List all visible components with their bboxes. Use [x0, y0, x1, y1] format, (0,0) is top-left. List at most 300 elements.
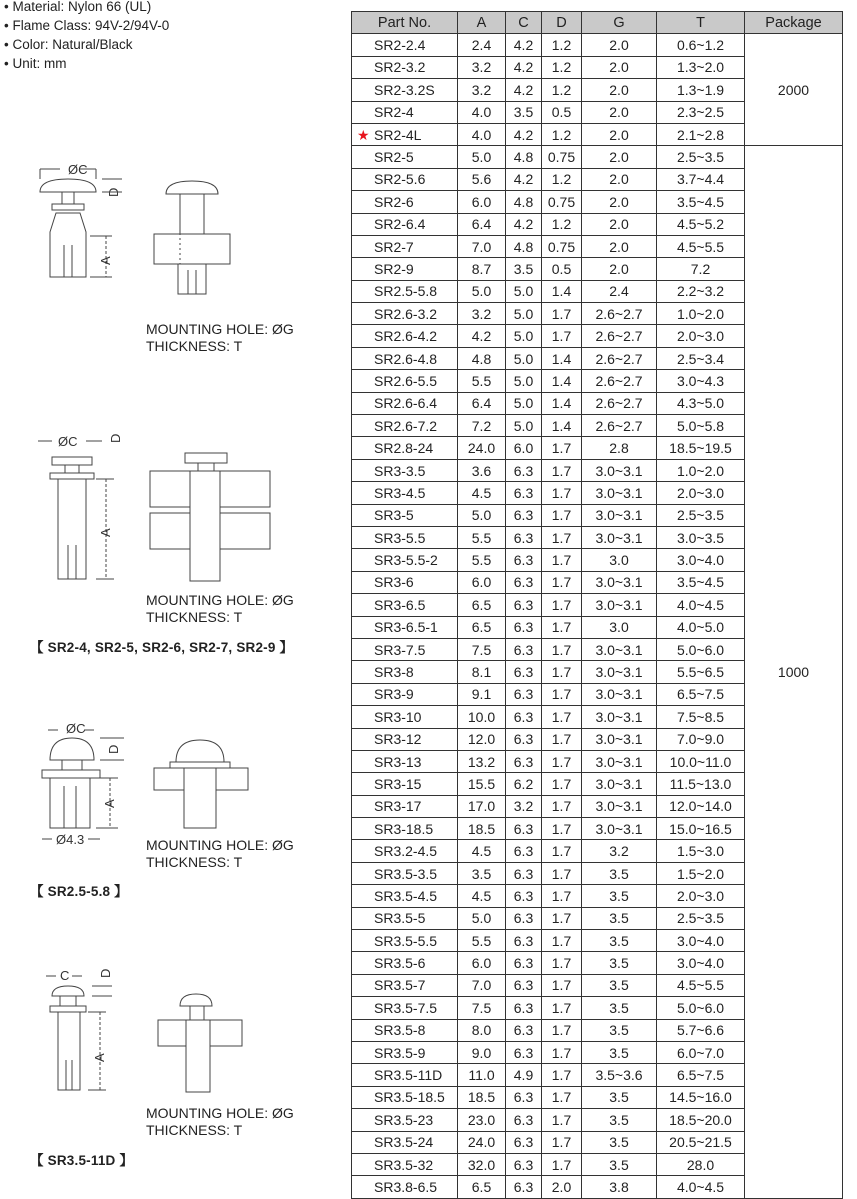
cell-d: 1.4 [542, 347, 582, 369]
cell-t: 3.7~4.4 [657, 168, 745, 190]
cell-a: 4.2 [458, 325, 506, 347]
cell-d: 1.7 [542, 661, 582, 683]
cell-d: 1.7 [542, 862, 582, 884]
cell-part-no [352, 123, 458, 145]
part-no-text: SR2-7 [374, 238, 414, 255]
cell-part-no [352, 1131, 458, 1153]
cell-c: 6.3 [506, 1086, 542, 1108]
cell-g: 3.0~3.1 [582, 594, 657, 616]
cell-part-no [352, 974, 458, 996]
table-row [352, 146, 843, 168]
spec-list [4, 0, 169, 73]
cell-d: 1.7 [542, 1131, 582, 1153]
cell-part-no [352, 235, 458, 257]
cell-d: 1.7 [542, 750, 582, 772]
cell-c: 6.3 [506, 549, 542, 571]
cell-d: 1.4 [542, 392, 582, 414]
part-no-text: SR3.5-4.5 [374, 887, 438, 904]
cell-c: 6.3 [506, 683, 542, 705]
part-no-text: SR2.6-5.5 [374, 372, 438, 389]
cell-c: 6.3 [506, 728, 542, 750]
cell-a: 9.1 [458, 683, 506, 705]
cell-a: 18.5 [458, 1086, 506, 1108]
cell-c: 3.5 [506, 258, 542, 280]
cell-g: 3.5 [582, 1019, 657, 1041]
part-no-text: SR3.5-8 [374, 1022, 426, 1039]
cell-d: 1.2 [542, 168, 582, 190]
cell-part-no [352, 862, 458, 884]
cell-t: 20.5~21.5 [657, 1131, 745, 1153]
cell-t: 1.5~2.0 [657, 862, 745, 884]
cell-d: 1.7 [542, 1041, 582, 1063]
cell-d: 1.7 [542, 526, 582, 548]
cell-part-no [352, 258, 458, 280]
cell-t: 2.0~3.0 [657, 325, 745, 347]
cell-g: 2.6~2.7 [582, 415, 657, 437]
part-no-text: SR3.5-7.5 [374, 999, 438, 1016]
cell-d: 1.7 [542, 504, 582, 526]
cell-c: 6.3 [506, 1153, 542, 1175]
part-no-text: SR3-5.5-2 [374, 552, 438, 569]
thickness-text: THICKNESS: T [146, 854, 243, 870]
cell-d: 1.7 [542, 728, 582, 750]
part-no-text: SR3.5-32 [374, 1156, 434, 1173]
part-no-text: SR3-10 [374, 708, 422, 725]
cell-part-no [352, 594, 458, 616]
label-d: D [98, 968, 113, 978]
cell-c: 6.3 [506, 997, 542, 1019]
cell-a: 5.5 [458, 526, 506, 548]
part-no-text: SR3.5-5.5 [374, 932, 438, 949]
cell-d: 0.5 [542, 258, 582, 280]
part-no-text: SR2-2.4 [374, 37, 426, 54]
part-no-text: SR3-15 [374, 775, 422, 792]
cell-d: 1.7 [542, 1153, 582, 1175]
thickness-text: THICKNESS: T [146, 338, 243, 354]
cell-t: 1.5~3.0 [657, 840, 745, 862]
cell-g: 3.5 [582, 862, 657, 884]
cell-d: 1.7 [542, 1086, 582, 1108]
cell-c: 6.3 [506, 594, 542, 616]
part-no-text: SR3-6.5 [374, 596, 426, 613]
cell-d: 1.7 [542, 997, 582, 1019]
cell-a: 15.5 [458, 773, 506, 795]
cell-g: 3.0~3.1 [582, 750, 657, 772]
cell-d: 1.7 [542, 818, 582, 840]
cell-d: 1.4 [542, 280, 582, 302]
diagram-rivet-2 [30, 425, 330, 585]
cell-a: 6.5 [458, 616, 506, 638]
part-no-text: SR3-13 [374, 753, 422, 770]
thickness-text: THICKNESS: T [146, 609, 243, 625]
cell-t: 4.3~5.0 [657, 392, 745, 414]
cell-a: 6.4 [458, 392, 506, 414]
header-package: Package [745, 12, 843, 34]
cell-d: 1.7 [542, 571, 582, 593]
cell-part-no [352, 303, 458, 325]
cell-a: 4.5 [458, 840, 506, 862]
part-no-text: SR3.5-6 [374, 955, 426, 972]
cell-g: 3.5 [582, 1041, 657, 1063]
cell-d: 1.7 [542, 549, 582, 571]
part-no-text: SR3.5-11D [374, 1067, 443, 1084]
cell-c: 6.3 [506, 750, 542, 772]
cell-t: 1.0~2.0 [657, 303, 745, 325]
part-no-text: SR3.5-3.5 [374, 865, 438, 882]
cell-c: 5.0 [506, 303, 542, 325]
cell-t: 3.5~4.5 [657, 571, 745, 593]
cell-t: 10.0~11.0 [657, 750, 745, 772]
cell-t: 3.0~4.0 [657, 549, 745, 571]
spec-color: • Color: Natural/Black [4, 37, 133, 52]
cell-d: 0.75 [542, 146, 582, 168]
header-c: C [506, 12, 542, 34]
cell-g: 2.0 [582, 34, 657, 56]
cell-c: 6.3 [506, 1109, 542, 1131]
cell-c: 4.9 [506, 1064, 542, 1086]
label-dia-c: ØC [58, 434, 78, 449]
table-header-row [352, 12, 843, 34]
star-icon: ★ [357, 126, 370, 143]
cell-a: 6.0 [458, 952, 506, 974]
cell-part-no [352, 706, 458, 728]
cell-t: 15.0~16.5 [657, 818, 745, 840]
cell-a: 8.1 [458, 661, 506, 683]
cell-c: 4.2 [506, 34, 542, 56]
part-no-text: SR2-4L [374, 126, 422, 143]
part-no-text: SR3-17 [374, 798, 422, 815]
cell-t: 5.0~5.8 [657, 415, 745, 437]
part-no-text: SR2.8-24 [374, 440, 434, 457]
part-no-text: SR3-12 [374, 731, 422, 748]
cell-a: 5.0 [458, 504, 506, 526]
part-no-text: SR2-3.2 [374, 59, 426, 76]
part-no-text: SR3-6.5-1 [374, 619, 438, 636]
cell-g: 3.0~3.1 [582, 683, 657, 705]
cell-t: 18.5~19.5 [657, 437, 745, 459]
cell-t: 6.0~7.0 [657, 1041, 745, 1063]
cell-d: 0.75 [542, 235, 582, 257]
label-a: A [92, 1053, 107, 1062]
cell-part-no [352, 459, 458, 481]
cell-g: 2.6~2.7 [582, 325, 657, 347]
part-no-text: SR3.5-18.5 [374, 1089, 445, 1106]
cell-t: 2.5~3.5 [657, 907, 745, 929]
cell-c: 4.8 [506, 146, 542, 168]
caption-group-sr25: 【 SR2.5-5.8 】 [30, 884, 128, 899]
cell-t: 2.3~2.5 [657, 101, 745, 123]
cell-t: 7.2 [657, 258, 745, 280]
part-no-text: SR3.5-7 [374, 977, 426, 994]
cell-t: 28.0 [657, 1153, 745, 1175]
cell-d: 1.7 [542, 952, 582, 974]
cell-part-no [352, 392, 458, 414]
cell-g: 3.5 [582, 885, 657, 907]
cell-g: 2.0 [582, 258, 657, 280]
cell-d: 1.2 [542, 79, 582, 101]
cell-a: 4.5 [458, 482, 506, 504]
cell-a: 3.6 [458, 459, 506, 481]
cell-g: 3.0~3.1 [582, 526, 657, 548]
cell-c: 5.0 [506, 325, 542, 347]
cell-c: 6.3 [506, 1041, 542, 1063]
part-no-text: SR2-6.4 [374, 216, 426, 233]
cell-d: 1.7 [542, 437, 582, 459]
label-a: A [102, 799, 117, 808]
cell-t: 1.3~1.9 [657, 79, 745, 101]
cell-c: 6.3 [506, 1176, 542, 1198]
cell-c: 6.2 [506, 773, 542, 795]
cell-d: 2.0 [542, 1176, 582, 1198]
cell-g: 3.5 [582, 907, 657, 929]
cell-c: 4.2 [506, 213, 542, 235]
cell-d: 1.7 [542, 1064, 582, 1086]
cell-a: 5.5 [458, 930, 506, 952]
cell-t: 2.5~3.5 [657, 504, 745, 526]
cell-t: 2.0~3.0 [657, 482, 745, 504]
cell-t: 3.5~4.5 [657, 191, 745, 213]
header-g: G [582, 12, 657, 34]
cell-g: 3.0~3.1 [582, 661, 657, 683]
cell-part-no [352, 638, 458, 660]
cell-d: 1.7 [542, 1109, 582, 1131]
label-d: D [106, 187, 121, 197]
cell-g: 3.0 [582, 616, 657, 638]
part-no-text: SR2.6-6.4 [374, 395, 438, 412]
cell-t: 2.5~3.5 [657, 146, 745, 168]
cell-part-no [352, 549, 458, 571]
cell-a: 32.0 [458, 1153, 506, 1175]
cell-t: 3.0~3.5 [657, 526, 745, 548]
header-part-no: Part No. [352, 12, 458, 34]
cell-c: 6.3 [506, 840, 542, 862]
cell-a: 6.5 [458, 594, 506, 616]
cell-part-no [352, 191, 458, 213]
cell-g: 3.0~3.1 [582, 773, 657, 795]
cell-d: 1.7 [542, 616, 582, 638]
cell-g: 2.6~2.7 [582, 303, 657, 325]
cell-a: 6.0 [458, 571, 506, 593]
cell-d: 1.7 [542, 482, 582, 504]
cell-g: 3.5 [582, 974, 657, 996]
mounting-note-3 [146, 837, 294, 871]
cell-t: 6.5~7.5 [657, 683, 745, 705]
cell-g: 3.5 [582, 1109, 657, 1131]
cell-c: 6.3 [506, 974, 542, 996]
part-no-text: SR2.6-4.8 [374, 350, 438, 367]
cell-a: 2.4 [458, 34, 506, 56]
cell-d: 1.2 [542, 123, 582, 145]
cell-t: 4.5~5.5 [657, 974, 745, 996]
cell-c: 5.0 [506, 280, 542, 302]
cell-c: 6.3 [506, 526, 542, 548]
cell-part-no [352, 571, 458, 593]
table-row [352, 34, 843, 56]
cell-a: 5.5 [458, 370, 506, 392]
part-no-text: SR3-8 [374, 664, 414, 681]
cell-a: 4.0 [458, 101, 506, 123]
cell-d: 1.4 [542, 415, 582, 437]
cell-g: 3.0~3.1 [582, 818, 657, 840]
cell-t: 3.0~4.3 [657, 370, 745, 392]
label-c: C [60, 968, 70, 983]
label-dia-c: ØC [66, 721, 86, 736]
cell-part-no [352, 616, 458, 638]
cell-a: 3.2 [458, 79, 506, 101]
label-a: A [98, 256, 113, 265]
cell-t: 2.1~2.8 [657, 123, 745, 145]
cell-c: 6.3 [506, 1019, 542, 1041]
mounting-hole-text: MOUNTING HOLE: ØG [146, 321, 294, 337]
cell-a: 7.0 [458, 235, 506, 257]
cell-c: 6.0 [506, 437, 542, 459]
cell-part-no [352, 818, 458, 840]
part-no-text: SR2-3.2S [374, 81, 435, 98]
part-no-text: SR2-4 [374, 104, 414, 121]
cell-t: 7.5~8.5 [657, 706, 745, 728]
cell-g: 3.0~3.1 [582, 638, 657, 660]
part-no-text: SR3-6 [374, 574, 414, 591]
cell-part-no [352, 280, 458, 302]
part-no-text: SR2-5 [374, 149, 414, 166]
cell-d: 1.7 [542, 638, 582, 660]
cell-part-no [352, 683, 458, 705]
cell-t: 4.5~5.5 [657, 235, 745, 257]
cell-a: 24.0 [458, 437, 506, 459]
header-a: A [458, 12, 506, 34]
cell-c: 5.0 [506, 370, 542, 392]
cell-t: 4.0~4.5 [657, 594, 745, 616]
cell-part-no [352, 952, 458, 974]
cell-a: 13.2 [458, 750, 506, 772]
cell-g: 3.5~3.6 [582, 1064, 657, 1086]
part-no-text: SR3.2-4.5 [374, 843, 438, 860]
cell-part-no [352, 773, 458, 795]
cell-part-no [352, 907, 458, 929]
part-no-text: SR2-6 [374, 193, 414, 210]
mounting-note-1 [146, 321, 294, 355]
cell-g: 2.0 [582, 56, 657, 78]
cell-c: 4.2 [506, 168, 542, 190]
cell-g: 3.2 [582, 840, 657, 862]
cell-part-no [352, 34, 458, 56]
cell-c: 5.0 [506, 415, 542, 437]
cell-g: 3.0~3.1 [582, 504, 657, 526]
cell-part-no [352, 930, 458, 952]
cell-part-no [352, 146, 458, 168]
cell-g: 3.0~3.1 [582, 706, 657, 728]
mounting-hole-text: MOUNTING HOLE: ØG [146, 1105, 294, 1121]
cell-d: 1.7 [542, 795, 582, 817]
label-dia-4-3: Ø4.3 [56, 832, 85, 847]
cell-t: 2.2~3.2 [657, 280, 745, 302]
header-d: D [542, 12, 582, 34]
cell-d: 1.7 [542, 459, 582, 481]
cell-part-no [352, 482, 458, 504]
cell-d: 1.7 [542, 773, 582, 795]
cell-part-no [352, 1041, 458, 1063]
cell-a: 8.7 [458, 258, 506, 280]
cell-d: 1.7 [542, 325, 582, 347]
part-no-text: SR3.8-6.5 [374, 1179, 438, 1195]
cell-t: 7.0~9.0 [657, 728, 745, 750]
cell-g: 3.0~3.1 [582, 459, 657, 481]
cell-t: 6.5~7.5 [657, 1064, 745, 1086]
cell-c: 4.2 [506, 56, 542, 78]
cell-a: 10.0 [458, 706, 506, 728]
cell-t: 1.3~2.0 [657, 56, 745, 78]
header-t: T [657, 12, 745, 34]
cell-g: 3.5 [582, 952, 657, 974]
part-no-text: SR2.5-5.8 [374, 283, 438, 300]
cell-part-no [352, 437, 458, 459]
cell-c: 6.3 [506, 459, 542, 481]
cell-d: 1.7 [542, 907, 582, 929]
cell-g: 3.5 [582, 930, 657, 952]
cell-part-no [352, 415, 458, 437]
mounting-hole-text: MOUNTING HOLE: ØG [146, 592, 294, 608]
cell-c: 6.3 [506, 482, 542, 504]
cell-g: 2.0 [582, 168, 657, 190]
cell-c: 6.3 [506, 862, 542, 884]
cell-part-no [352, 1153, 458, 1175]
cell-g: 2.6~2.7 [582, 370, 657, 392]
cell-part-no [352, 1019, 458, 1041]
cell-c: 4.8 [506, 191, 542, 213]
mounting-hole-text: MOUNTING HOLE: ØG [146, 837, 294, 853]
cell-g: 2.4 [582, 280, 657, 302]
thickness-text: THICKNESS: T [146, 1122, 243, 1138]
cell-d: 1.2 [542, 34, 582, 56]
cell-a: 5.0 [458, 146, 506, 168]
cell-a: 4.5 [458, 885, 506, 907]
cell-t: 4.0~5.0 [657, 616, 745, 638]
cell-a: 7.5 [458, 638, 506, 660]
cell-t: 5.7~6.6 [657, 1019, 745, 1041]
cell-part-no [352, 526, 458, 548]
cell-c: 4.2 [506, 123, 542, 145]
cell-t: 3.0~4.0 [657, 930, 745, 952]
part-no-text: SR3.5-9 [374, 1044, 426, 1061]
cell-package: 2000 [745, 34, 843, 146]
spec-unit: • Unit: mm [4, 56, 67, 71]
cell-c: 6.3 [506, 952, 542, 974]
cell-d: 1.7 [542, 706, 582, 728]
cell-d: 1.7 [542, 930, 582, 952]
label-d: D [108, 433, 123, 443]
cell-a: 6.5 [458, 1176, 506, 1198]
cell-part-no [352, 370, 458, 392]
cell-d: 1.7 [542, 974, 582, 996]
cell-part-no [352, 79, 458, 101]
cell-c: 6.3 [506, 504, 542, 526]
cell-c: 6.3 [506, 616, 542, 638]
cell-t: 1.0~2.0 [657, 459, 745, 481]
caption-group-sr35: 【 SR3.5-11D 】 [30, 1153, 134, 1168]
mounting-note-2 [146, 592, 294, 626]
part-no-text: SR2.6-3.2 [374, 305, 438, 322]
cell-g: 2.0 [582, 79, 657, 101]
part-no-text: SR3-7.5 [374, 641, 426, 658]
cell-part-no [352, 101, 458, 123]
cell-g: 3.8 [582, 1176, 657, 1198]
part-no-text: SR3.5-5 [374, 910, 426, 927]
cell-a: 23.0 [458, 1109, 506, 1131]
cell-a: 3.2 [458, 56, 506, 78]
cell-c: 6.3 [506, 706, 542, 728]
cell-part-no [352, 885, 458, 907]
cell-a: 3.5 [458, 862, 506, 884]
